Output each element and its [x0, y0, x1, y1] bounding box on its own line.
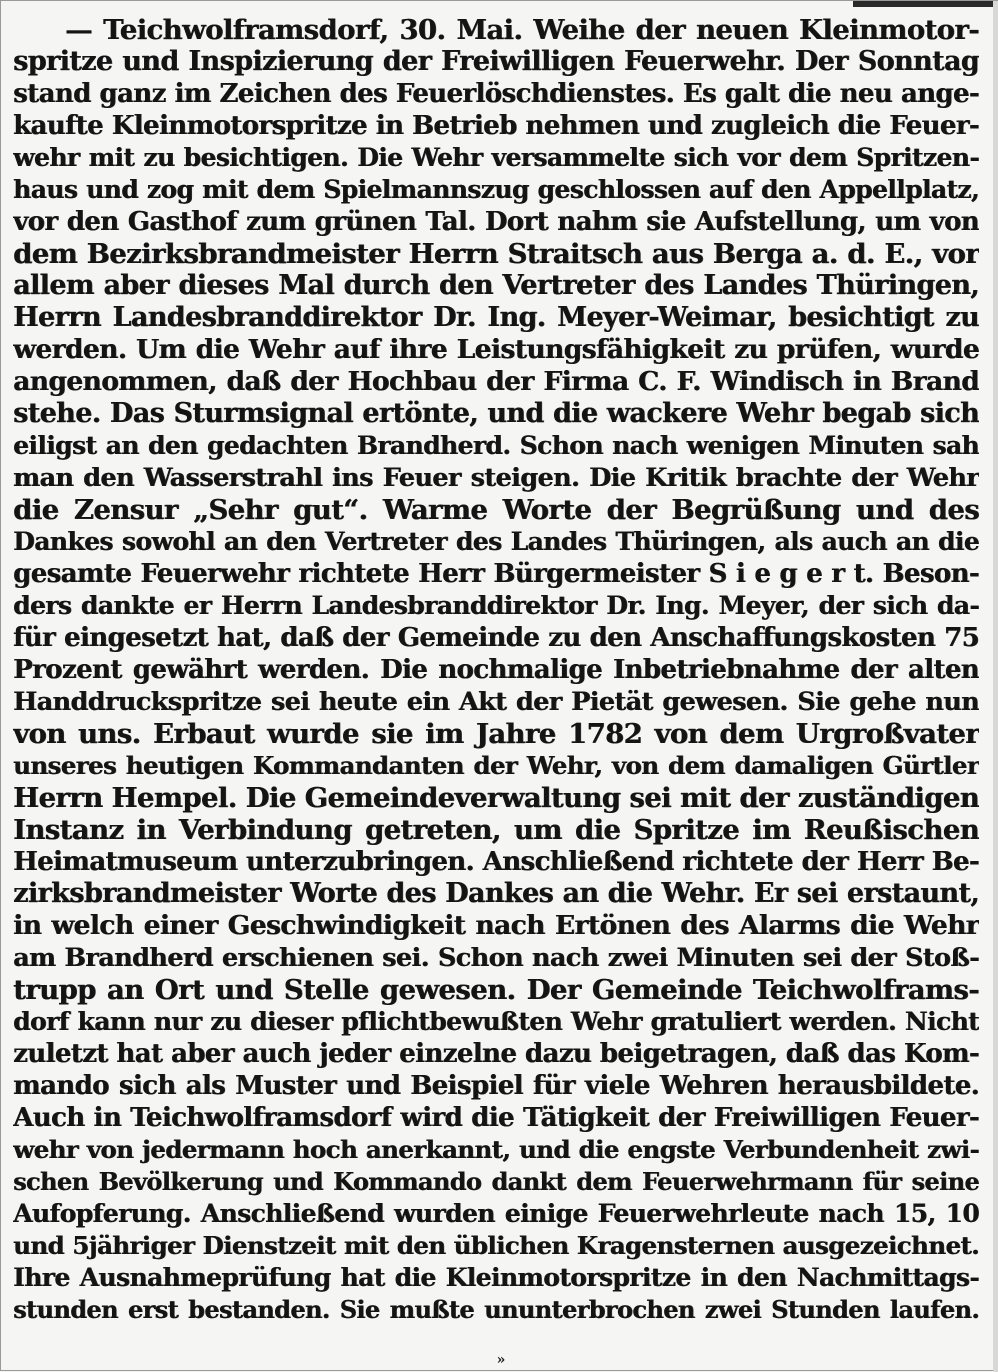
article-line-22: Handdruckspritze sei heute ein Akt der Pietät gewesen. Sie gehe nun	[13, 687, 979, 717]
article-line-2: spritze und Inspizierung der Freiwilligen Feuerwehr. Der Sonntag	[13, 47, 979, 77]
article-line-18: gesamte Feuerwehr richtete Herr Bürgermeister S i e g e r t. Beson-	[13, 559, 979, 589]
article-line-30: am Brandherd erschienen sei. Schon nach zwei Minuten sei der Stoß-	[13, 943, 979, 973]
article-line-15: man den Wasserstrahl ins Feuer steigen. Die Kritik brachte der Wehr	[13, 463, 979, 493]
article-line-32: dorf kann nur zu dieser pflichtbewußten Wehr gratuliert werden. Nicht	[13, 1007, 979, 1036]
scan-right-margin	[993, 1, 998, 1372]
newspaper-article	[1, 15, 991, 1345]
article-line-13: stehe. Das Sturmsignal ertönte, und die wackere Wehr begab sich	[13, 399, 979, 429]
article-line-31: trupp an Ort und Stelle gewesen. Der Gemeinde Teichwolframs-	[13, 975, 979, 1005]
article-line-4: kaufte Kleinmotorspritze in Betrieb nehmen und zugleich die Feuer-	[13, 111, 979, 141]
article-line-25: Herrn Hempel. Die Gemeindeverwaltung sei mit der zuständigen	[13, 783, 979, 813]
article-line-38: Aufopferung. Anschließend wurden einige Feuerwehrleute nach 15, 10	[13, 1199, 979, 1228]
article-line-19: ders dankte er Herrn Landesbranddirektor Dr. Ing. Meyer, der sich da-	[13, 591, 979, 620]
article-line-39: und 5jähriger Dienstzeit mit den üblichen Kragensternen ausgezeichnet.	[13, 1231, 979, 1260]
article-line-14: eiligst an den gedachten Brandherd. Schon nach wenigen Minuten sah	[13, 431, 979, 460]
article-line-41: stunden erst bestanden. Sie mußte ununterbrochen zwei Stunden laufen.	[13, 1295, 979, 1324]
page-end-mark: »	[496, 1352, 506, 1368]
article-line-20: für eingesetzt hat, daß der Gemeinde zu den Anschaffungskosten 75	[13, 623, 979, 653]
article-line-36: wehr von jedermann hoch anerkannt, und die engste Verbundenheit zwi-	[13, 1135, 979, 1164]
article-line-29: in welch einer Geschwindigkeit nach Ertönen des Alarms die Wehr	[13, 911, 979, 941]
article-line-27: Heimatmuseum unterzubringen. Anschließend richtete der Herr Be-	[13, 847, 979, 877]
article-line-8: dem Bezirksbrandmeister Herrn Straitsch aus Berga a. d. E., vor	[13, 239, 979, 269]
article-line-3: stand ganz im Zeichen des Feuerlöschdienstes. Es galt die neu ange-	[13, 79, 979, 109]
article-line-40: Ihre Ausnahmeprüfung hat die Kleinmotorspritze in den Nachmittags-	[13, 1263, 979, 1292]
article-line-33: zuletzt hat aber auch jeder einzelne dazu beigetragen, daß das Kom-	[13, 1039, 979, 1069]
article-line-23: von uns. Erbaut wurde sie im Jahre 1782 von dem Urgroßvater	[13, 719, 979, 749]
article-line-16: die Zensur „Sehr gut“. Warme Worte der Begrüßung und des	[13, 495, 979, 525]
article-line-10: Herrn Landesbranddirektor Dr. Ing. Meyer-Weimar, besichtigt zu	[13, 303, 979, 333]
scan-edge-mark	[853, 1, 998, 7]
article-line-11: werden. Um die Wehr auf ihre Leistungsfähigkeit zu prüfen, wurde	[13, 335, 979, 365]
article-line-5: wehr mit zu besichtigen. Die Wehr versammelte sich vor dem Spritzen-	[13, 143, 979, 172]
article-line-7: vor den Gasthof zum grünen Tal. Dort nahm sie Aufstellung, um von	[13, 207, 979, 237]
article-line-28: zirksbrandmeister Worte des Dankes an die Wehr. Er sei erstaunt,	[13, 879, 979, 909]
article-line-9: allem aber dieses Mal durch den Vertreter des Landes Thüringen,	[13, 271, 979, 301]
article-line-21: Prozent gewährt werden. Die nochmalige Inbetriebnahme der alten	[13, 655, 979, 685]
article-line-35: Auch in Teichwolframsdorf wird die Tätigkeit der Freiwilligen Feuer-	[13, 1103, 979, 1133]
article-line-37: schen Bevölkerung und Kommando dankt dem Feuerwehrmann für seine	[13, 1167, 979, 1196]
article-line-34: mando sich als Muster und Beispiel für viele Wehren herausbildete.	[13, 1071, 979, 1101]
article-line-12: angenommen, daß der Hochbau der Firma C. F. Windisch in Brand	[13, 367, 979, 397]
article-line-1: — Teichwolframsdorf, 30. Mai. Weihe der neuen Kleinmotor-	[65, 15, 979, 45]
article-line-24: unseres heutigen Kommandanten der Wehr, von dem damaligen Gürtler	[13, 751, 979, 780]
article-line-17: Dankes sowohl an den Vertreter des Landes Thüringen, als auch an die	[13, 527, 979, 556]
article-line-26: Instanz in Verbindung getreten, um die Spritze im Reußischen	[13, 815, 979, 845]
article-line-6: haus und zog mit dem Spielmannszug geschlossen auf den Appellplatz,	[13, 175, 979, 204]
